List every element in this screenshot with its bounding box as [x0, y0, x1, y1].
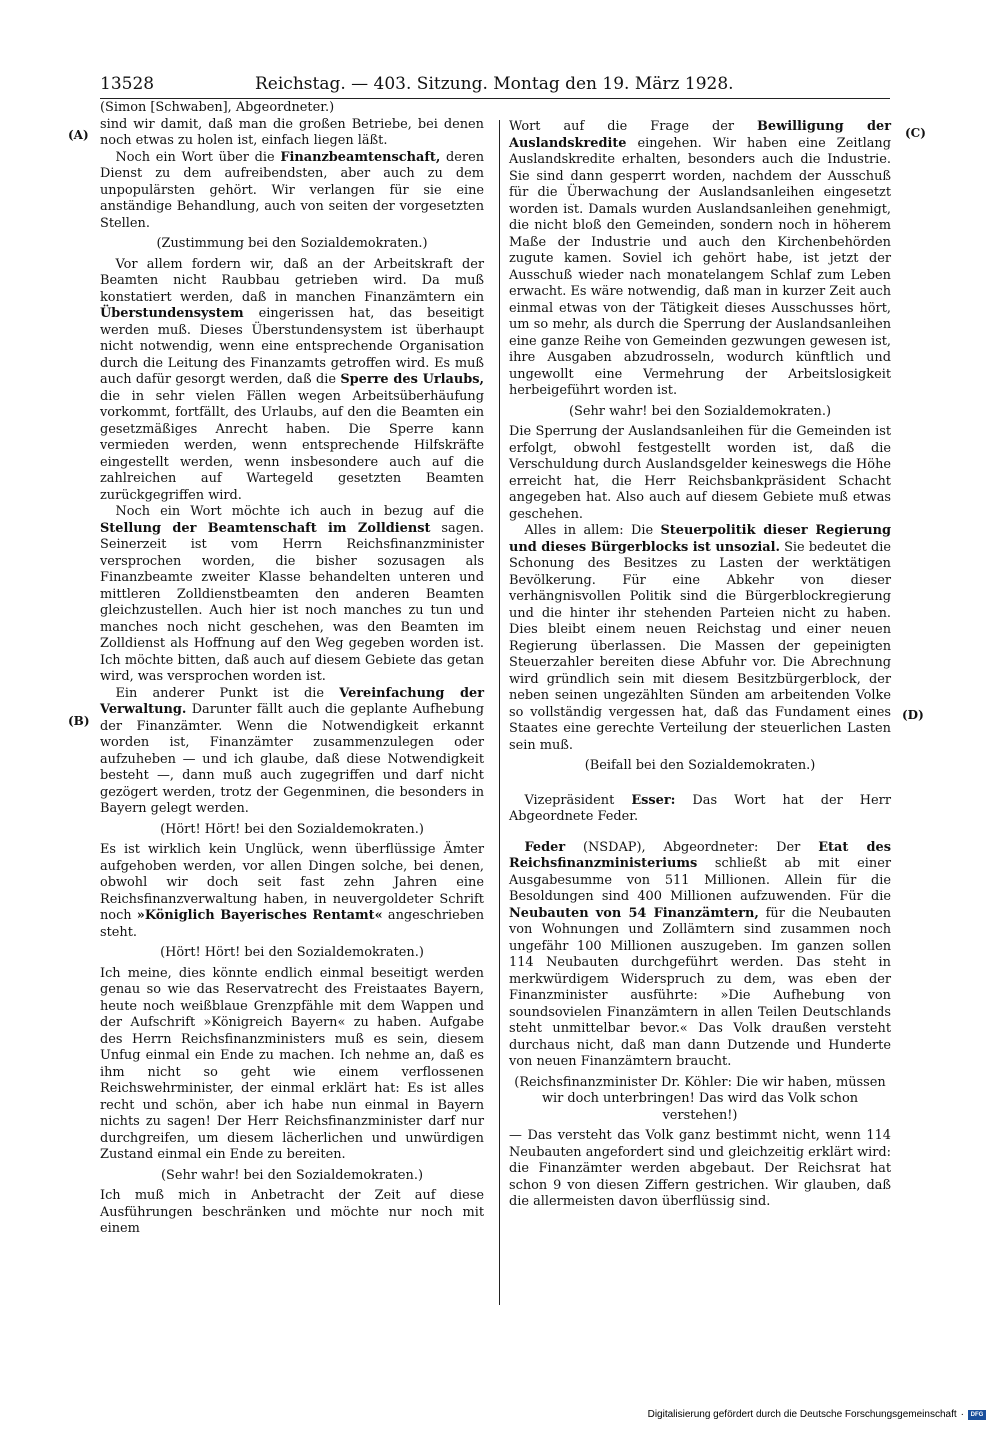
dfg-logo-icon: DFG — [968, 1410, 986, 1420]
paragraph: Ich meine, dies könnte endlich einmal beseitigt werden genau so wie das Reservatrecht des Freistaates Bayern, heute noch weißblaue Grenzpfähle mit dem Wappen und der Aufschrift »Königreich Bayern« zu haben. Aufgabe des Herrn Reichsfinanzministers muß es sein, diesem Unfug einmal ein Ende zu machen. Ich nehme an, daß es ihm nicht so geht wie einem verflossenen Reichswehrminister, der einmal erklärt hat: Es ist alles recht und schön, aber ich habe nun einmal in Bayern nichts zu sagen! Der Herr Reichsfinanzminister darf nur durchgreifen, um diesem lächerlichen und unwürdigen Zustand einmal ein Ende zu bereiten. — [100, 965, 484, 1162]
paragraph: Noch ein Wort über die Finanzbeamtenschaft, deren Dienst zu dem aufreibendsten, aber auch zu dem unpopulärsten gehört. Wir verlangen für sie eine anständige Behandlung, auch von seiten der vorgesetzten Stellen. — [100, 149, 484, 231]
margin-marker-a: (A) — [68, 128, 89, 142]
speaker-head: (Simon [Schwaben], Abgeordneter.) — [100, 100, 335, 115]
footer: Digitalisierung gefördert durch die Deutsche Forschungsgemeinschaft · DFG — [648, 1409, 986, 1420]
paragraph: Alles in allem: Die Steuerpolitik dieser Regierung und dieses Bürgerblocks ist unsozial. Sie bedeutet die Schonung des Besitzes zu Lasten der werktätigen Bevölkerung. Für eine Abkehr von dieser verhängnisvollen Politik sind die Bürgerblockregierung und die hinter ihr stehenden Parteien nicht zu haben. Dies bleibt einem neuen Reichstag und einer neuen Regierung überlassen. Die Massen der gepeinigten Steuerzahler bereiten diese Abfuhr vor. Die Abrechnung wird gründlich sein mit diesem Besitzbürgerblock, der neben seinen ungezählten Sünden am arbeitenden Volke so vollständig vergessen hat, daß das Fundament eines Staates eine gerechte Verteilung der steuerlichen Lasten sein muß. — [509, 523, 892, 753]
page-header — [100, 74, 890, 98]
margin-marker-d: (D) — [902, 708, 924, 722]
left-column — [100, 100, 484, 1238]
interjection: (Beifall bei den Sozialdemokraten.) — [584, 758, 816, 773]
paragraph-vizepraesident: Vizepräsident Esser: Das Wort hat der Herr Abgeordnete Feder. — [509, 792, 891, 824]
page-number: 13528 — [100, 74, 155, 94]
running-title: Reichstag. — 403. Sitzung. Montag den 19. März 1928. — [255, 74, 734, 94]
paragraph: Ich muß mich in Anbetracht der Zeit auf diese Ausführungen beschränken und möchte nur noch mit einem — [100, 1188, 484, 1236]
paragraph: Ein anderer Punkt ist die Vereinfachung der Verwaltung. Darunter fällt auch die geplante Aufhebung der Finanzämter. Wenn die Notwendigkeit erkannt worden ist, Finanzämter zusammenzulegen oder aufzuheben — und ich glaube, daß diese Notwendigkeit besteht —, dann muß auch zugegriffen und darf nicht gezögert werden, trotz der Gegenminen, die besonders in Bayern gelegt werden. — [100, 685, 484, 816]
interjection: (Hört! Hört! bei den Sozialdemokraten.) — [160, 821, 424, 837]
paragraph: — Das versteht das Volk ganz bestimmt nicht, wenn 114 Neubauten angefordert sind und gleichzeitig erklärt wird: die Finanzämter werden abgebaut. Der Reichsrat hat schon 9 von diesen Ziffern gestrichen. Wir glauben, daß die allermeisten davon überflüssig sind. — [509, 1128, 891, 1209]
interjection: (Hört! Hört! bei den Sozialdemokraten.) — [160, 945, 424, 960]
interjection: (Zustimmung bei den Sozialdemokraten.) — [156, 236, 428, 251]
right-column — [509, 119, 891, 1211]
column-divider — [499, 120, 500, 1305]
paragraph: Vor allem fordern wir, daß an der Arbeitskraft der Beamten nicht Raubbau getrieben wird. Da muß konstatiert werden, daß in manchen Finanzämtern ein Überstundensystem eingerissen hat, das beseitigt werden muß. Dieses Überstundensystem ist überhaupt nicht notwendig, wenn eine entsprechende Organisation durch die Leitung des Finanzamts getroffen wird. Es muß auch dafür gesorgt werden, daß die Sperre des Urlaubs, die in sehr vielen Fällen wegen Arbeitsüberhäufung vorkommt, fortfällt, des Urlaubs, auf den die Beamten ein gesetzmäßiges Anrecht haben. Die Sperre kann vermieden werden, wenn entsprechende Hilfskräfte eingestellt werden, wenn insbesondere auch auf die zahlreichen auf Wartegeld gesetzten Beamten zurückgegriffen wird. — [100, 256, 484, 503]
header-rule — [100, 98, 890, 99]
paragraph: sind wir damit, daß man die großen Betriebe, bei denen noch etwas zu holen ist, einfach liegen läßt. — [100, 116, 484, 148]
interjection: (Sehr wahr! bei den Sozialdemokraten.) — [161, 1167, 423, 1183]
paragraph: Es ist wirklich kein Unglück, wenn überflüssige Ämter aufgehoben werden, vor allen Dingen solche, bei denen, obwohl wir doch seit fast zehn Jahren eine Reichsfinanzverwaltung haben, in neuvergoldeter Schrift noch »Königlich Bayerisches Rentamt« angeschrieben steht. — [100, 842, 484, 940]
footer-text: Digitalisierung gefördert durch die Deutsche Forschungsgemeinschaft — [647, 1409, 957, 1420]
margin-marker-c: (C) — [905, 126, 926, 140]
paragraph: Noch ein Wort möchte ich auch in bezug auf die Stellung der Beamtenschaft im Zolldienst sagen. Seinerzeit ist vom Herrn Reichsfinanzminister versprochen worden, die bisher sozusagen als Finanzbeamte zweiter Klasse behandelten unteren und mittleren Zolldienstbeamten den anderen Beamten gleichzustellen. Auch hier ist noch manches zu tun und manches noch nicht geschehen, was den Beamten im Zolldienst als Hoffnung auf den Weg gegeben worden ist. Ich möchte bitten, daß auch auf diesem Gebiete das getan wird, was versprochen worden ist. — [100, 504, 484, 684]
interjection: (Reichsfinanzminister Dr. Köhler: Die wir haben, müssen wir doch unterbringen! Das wird das Volk schon verstehen!) — [514, 1074, 886, 1123]
paragraph: Wort auf die Frage der Bewilligung der Auslandskredite eingehen. Wir haben eine Zeitlang Auslandskredite erhalten, besonders auch die Industrie. Sie sind dann gesperrt worden, nachdem der Ausschuß für die Überwachung der Auslandsanleihen eingesetzt worden ist. Damals wurden Auslandsanleihen genehmigt, die nicht bloß den Gemeinden, sondern noch in höherem Maße der Industrie und auch den Kirchenbehörden zugute kamen. Soviel ich gehört habe, ist jetzt der Ausschuß wieder nach monatelangem Schlaf zum Leben erwacht. Es wäre notwendig, daß man in kurzer Zeit auch einmal etwas von der Tätigkeit dieses Ausschusses hört, um so mehr, als durch die Sperrung der Auslandsanleihen eine ganze Reihe von Gemeinden gezwungen gewesen ist, ihre Ausgaben abzudrosseln, wodurch künftlich und ungewollt eine Vermehrung der Arbeitslosigkeit herbeigeführt worden ist. — [509, 119, 891, 398]
interjection: (Sehr wahr! bei den Sozialdemokraten.) — [569, 403, 831, 419]
paragraph-feder: Feder (NSDAP), Abgeordneter: Der Etat des Reichsfinanzministeriums schließt ab mit einer Ausgabesumme von 511 Millionen. Allein für die Besoldungen sind 400 Millionen aufzuwenden. Für die Neubauten von 54 Finanzämtern, für die Neubauten von Wohnungen und Zollämtern sind zusammen noch ungefähr 100 Millionen auszugeben. Im ganzen sollen 114 Neubauten durchgeführt werden. Das steht in merkwürdigem Widerspruch zu dem, was eben der Finanzminister ausführte: »Die Aufhebung von soundsovielen Finanzämtern in allen Teilen Deutschlands steht unmittelbar bevor.« Das Volk draußen versteht durchaus nicht, daß man dann Dutzende und Hunderte von neuen Finanzämtern braucht. — [509, 839, 892, 1069]
margin-marker-b: (B) — [68, 714, 90, 728]
paragraph: Die Sperrung der Auslandsanleihen für die Gemeinden ist erfolgt, obwohl festgestellt worden ist, daß die Verschuldung durch Auslandsgelder keineswegs die Höhe erreicht hat, die Herr Reichsbankpräsident Schacht angegeben hat. Also auch auf diesem Gebiete muß etwas geschehen. — [509, 424, 891, 522]
